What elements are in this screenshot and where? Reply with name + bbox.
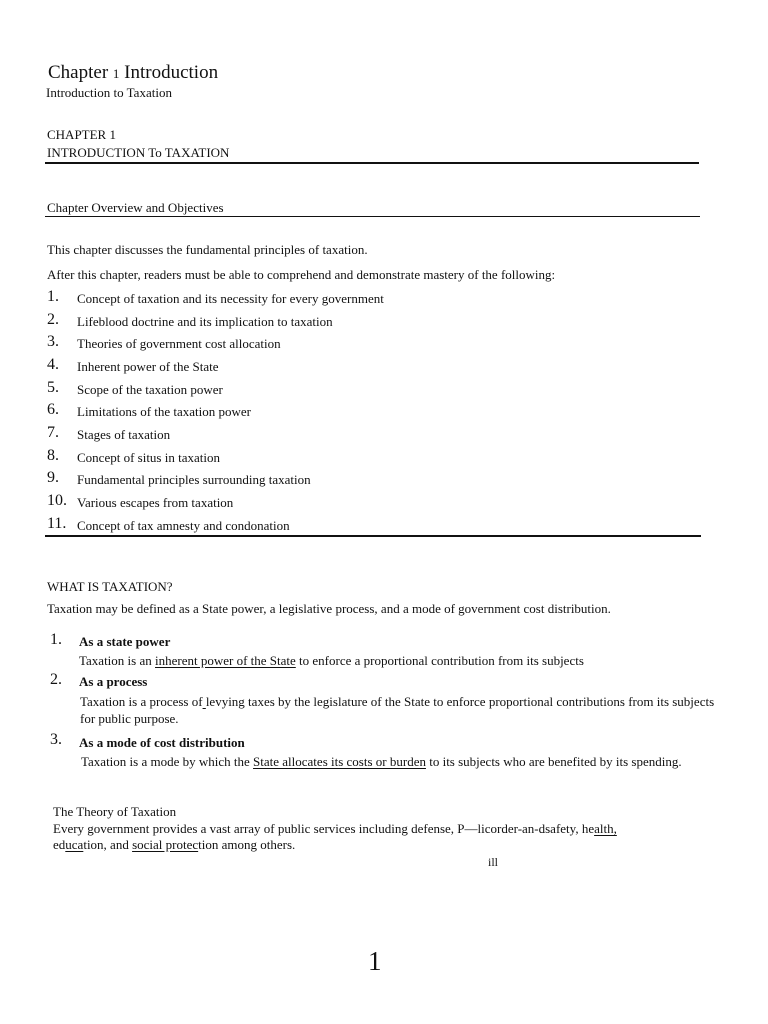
list-item: Limitations of the taxation power — [77, 404, 252, 419]
list-item: Lifeblood doctrine and its implication to taxation — [77, 314, 333, 329]
definition-title: As a mode of cost distribution — [79, 735, 245, 750]
definition-number: 1. — [50, 631, 62, 648]
list-item-number: 4. — [47, 356, 59, 373]
list-item: Concept of situs in taxation — [77, 450, 220, 465]
list-item-number: 3. — [47, 333, 59, 350]
list-item-number: 11. — [47, 515, 67, 532]
list-item: Fundamental principles surrounding taxation — [77, 472, 311, 487]
list-item: Scope of the taxation power — [77, 382, 223, 397]
thick-divider-bottom — [45, 535, 701, 537]
list-item: Concept of taxation and its necessity for every government — [77, 291, 384, 306]
definition-body: Taxation is a mode by which the State allocates its costs or burden to its subjects who are benefited by its spending. — [81, 754, 682, 769]
list-item: Various escapes from taxation — [77, 495, 234, 510]
chapter-subtitle: Introduction to Taxation — [46, 85, 172, 100]
underlined-phrase: alth, — [594, 821, 617, 836]
definition-title: As a state power — [79, 634, 171, 649]
stray-text: ill — [488, 855, 499, 869]
taxation-definition: Taxation may be defined as a State power, a legislative process, and a mode of government cost distribution. — [47, 601, 611, 616]
definition-title: As a process — [79, 674, 148, 689]
page-number: 1 — [368, 946, 382, 976]
underlined-phrase: State allocates its costs or burden — [253, 754, 426, 769]
underlined-phrase: inherent power of the State — [155, 653, 296, 668]
overview-intro: This chapter discusses the fundamental principles of taxation. — [47, 242, 368, 257]
section-heading: WHAT IS TAXATION? — [47, 579, 173, 594]
theory-paragraph-line2: education, and social protection among others. — [53, 837, 296, 852]
definition-number: 2. — [50, 671, 62, 688]
list-item: Theories of government cost allocation — [77, 336, 281, 351]
list-item: Stages of taxation — [77, 427, 171, 442]
list-item-number: 6. — [47, 401, 59, 418]
thin-divider — [45, 216, 700, 217]
chapter-label: CHAPTER 1 — [47, 127, 116, 142]
definition-body: Taxation is an inherent power of the State to enforce a proportional contribution from its subjects — [79, 653, 584, 668]
underlined-phrase: social protec — [132, 837, 199, 852]
list-item-number: 5. — [47, 379, 59, 396]
thick-divider-top — [45, 162, 699, 164]
list-item-number: 7. — [47, 424, 59, 441]
theory-paragraph-line1: Every government provides a vast array of public services including defense, P—licorder-an-dsafety, health, — [53, 821, 617, 836]
list-item-number: 2. — [47, 311, 59, 328]
theory-heading: The Theory of Taxation — [53, 804, 177, 819]
list-item-number: 9. — [47, 469, 59, 486]
chapter-heading: INTRODUCTION To TAXATION — [47, 145, 230, 160]
chapter-number: 1 — [112, 66, 120, 81]
list-item-number: 10. — [47, 492, 67, 509]
list-item: Inherent power of the State — [77, 359, 219, 374]
definition-number: 3. — [50, 731, 62, 748]
list-item: Concept of tax amnesty and condonation — [77, 518, 290, 533]
chapter-title — [48, 62, 218, 84]
overview-lead: After this chapter, readers must be able to comprehend and demonstrate mastery of the following: — [47, 267, 556, 282]
underlined-phrase: uca — [65, 837, 84, 852]
chapter-title-text: Introduction — [124, 62, 219, 83]
definition-body: Taxation is a process of levying taxes by the legislature of the State to enforce proportional contributions from its subjects for public purpose. — [80, 694, 715, 726]
list-item-number: 1. — [47, 288, 59, 305]
list-item-number: 8. — [47, 447, 59, 464]
chapter-word: Chapter — [48, 62, 109, 83]
overview-heading: Chapter Overview and Objectives — [47, 200, 224, 215]
